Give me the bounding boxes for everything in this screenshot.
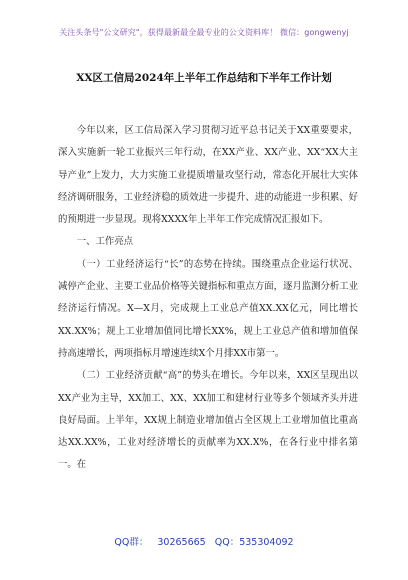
body-paragraph: （一）工业经济运行“长”的态势在持续。围绕重点企业运行状况、减停产企业、主要工业品价格等关键指标和重点方面，逐月监测分析工业经济运行情况。X—X月，完成规上工业总产值XX.XX亿元，同比增长XX.XX%；规上工业增加值同比增长XX%，规上工业总产值和增加值保持高速增长，两项指标月增速连续X个月排XX市第一。 bbox=[58, 258, 359, 359]
footer-contact: QQ群： 30265665 QQ：535304092 bbox=[114, 537, 294, 548]
body-paragraph: （二）工业经济贡献“高”的势头在增长。今年以来，XX区呈现出以XX产业为主导，XX加工、XX、XX加工和建材行业等多个领域齐头并进良好局面。上半年，XX规上制造业增加值占全区规上工业增加值比重高达XX.XX%，工业对经济增长的贡献率为XX.X%，在各行业中排名第一。在 bbox=[58, 370, 358, 471]
document-title: XX区工信局2024年上半年工作总结和下半年工作计划 bbox=[76, 72, 332, 84]
header-note: 关注头条号"公文研究"，获得最新最全最专业的公文资料库！ 微信：gongwenyj bbox=[59, 28, 349, 37]
section-heading: 一、工作亮点 bbox=[76, 236, 134, 248]
document-body bbox=[58, 120, 358, 477]
intro-paragraph: 今年以来，区工信局深入学习贯彻习近平总书记关于XX重要要求，深入实施新一轮工业振兴三年行动，在XX产业、XX产业、XX“XX大主导产业”上发力，大力实施工业提质增量攻坚行动，常态化开展壮大实体经济调研服务，工业经济稳的质效进一步提升、进的动能进一步积累、好的预期进一步显现。现将XXXX年上半年工作完成情况汇报如下。 bbox=[58, 125, 359, 226]
